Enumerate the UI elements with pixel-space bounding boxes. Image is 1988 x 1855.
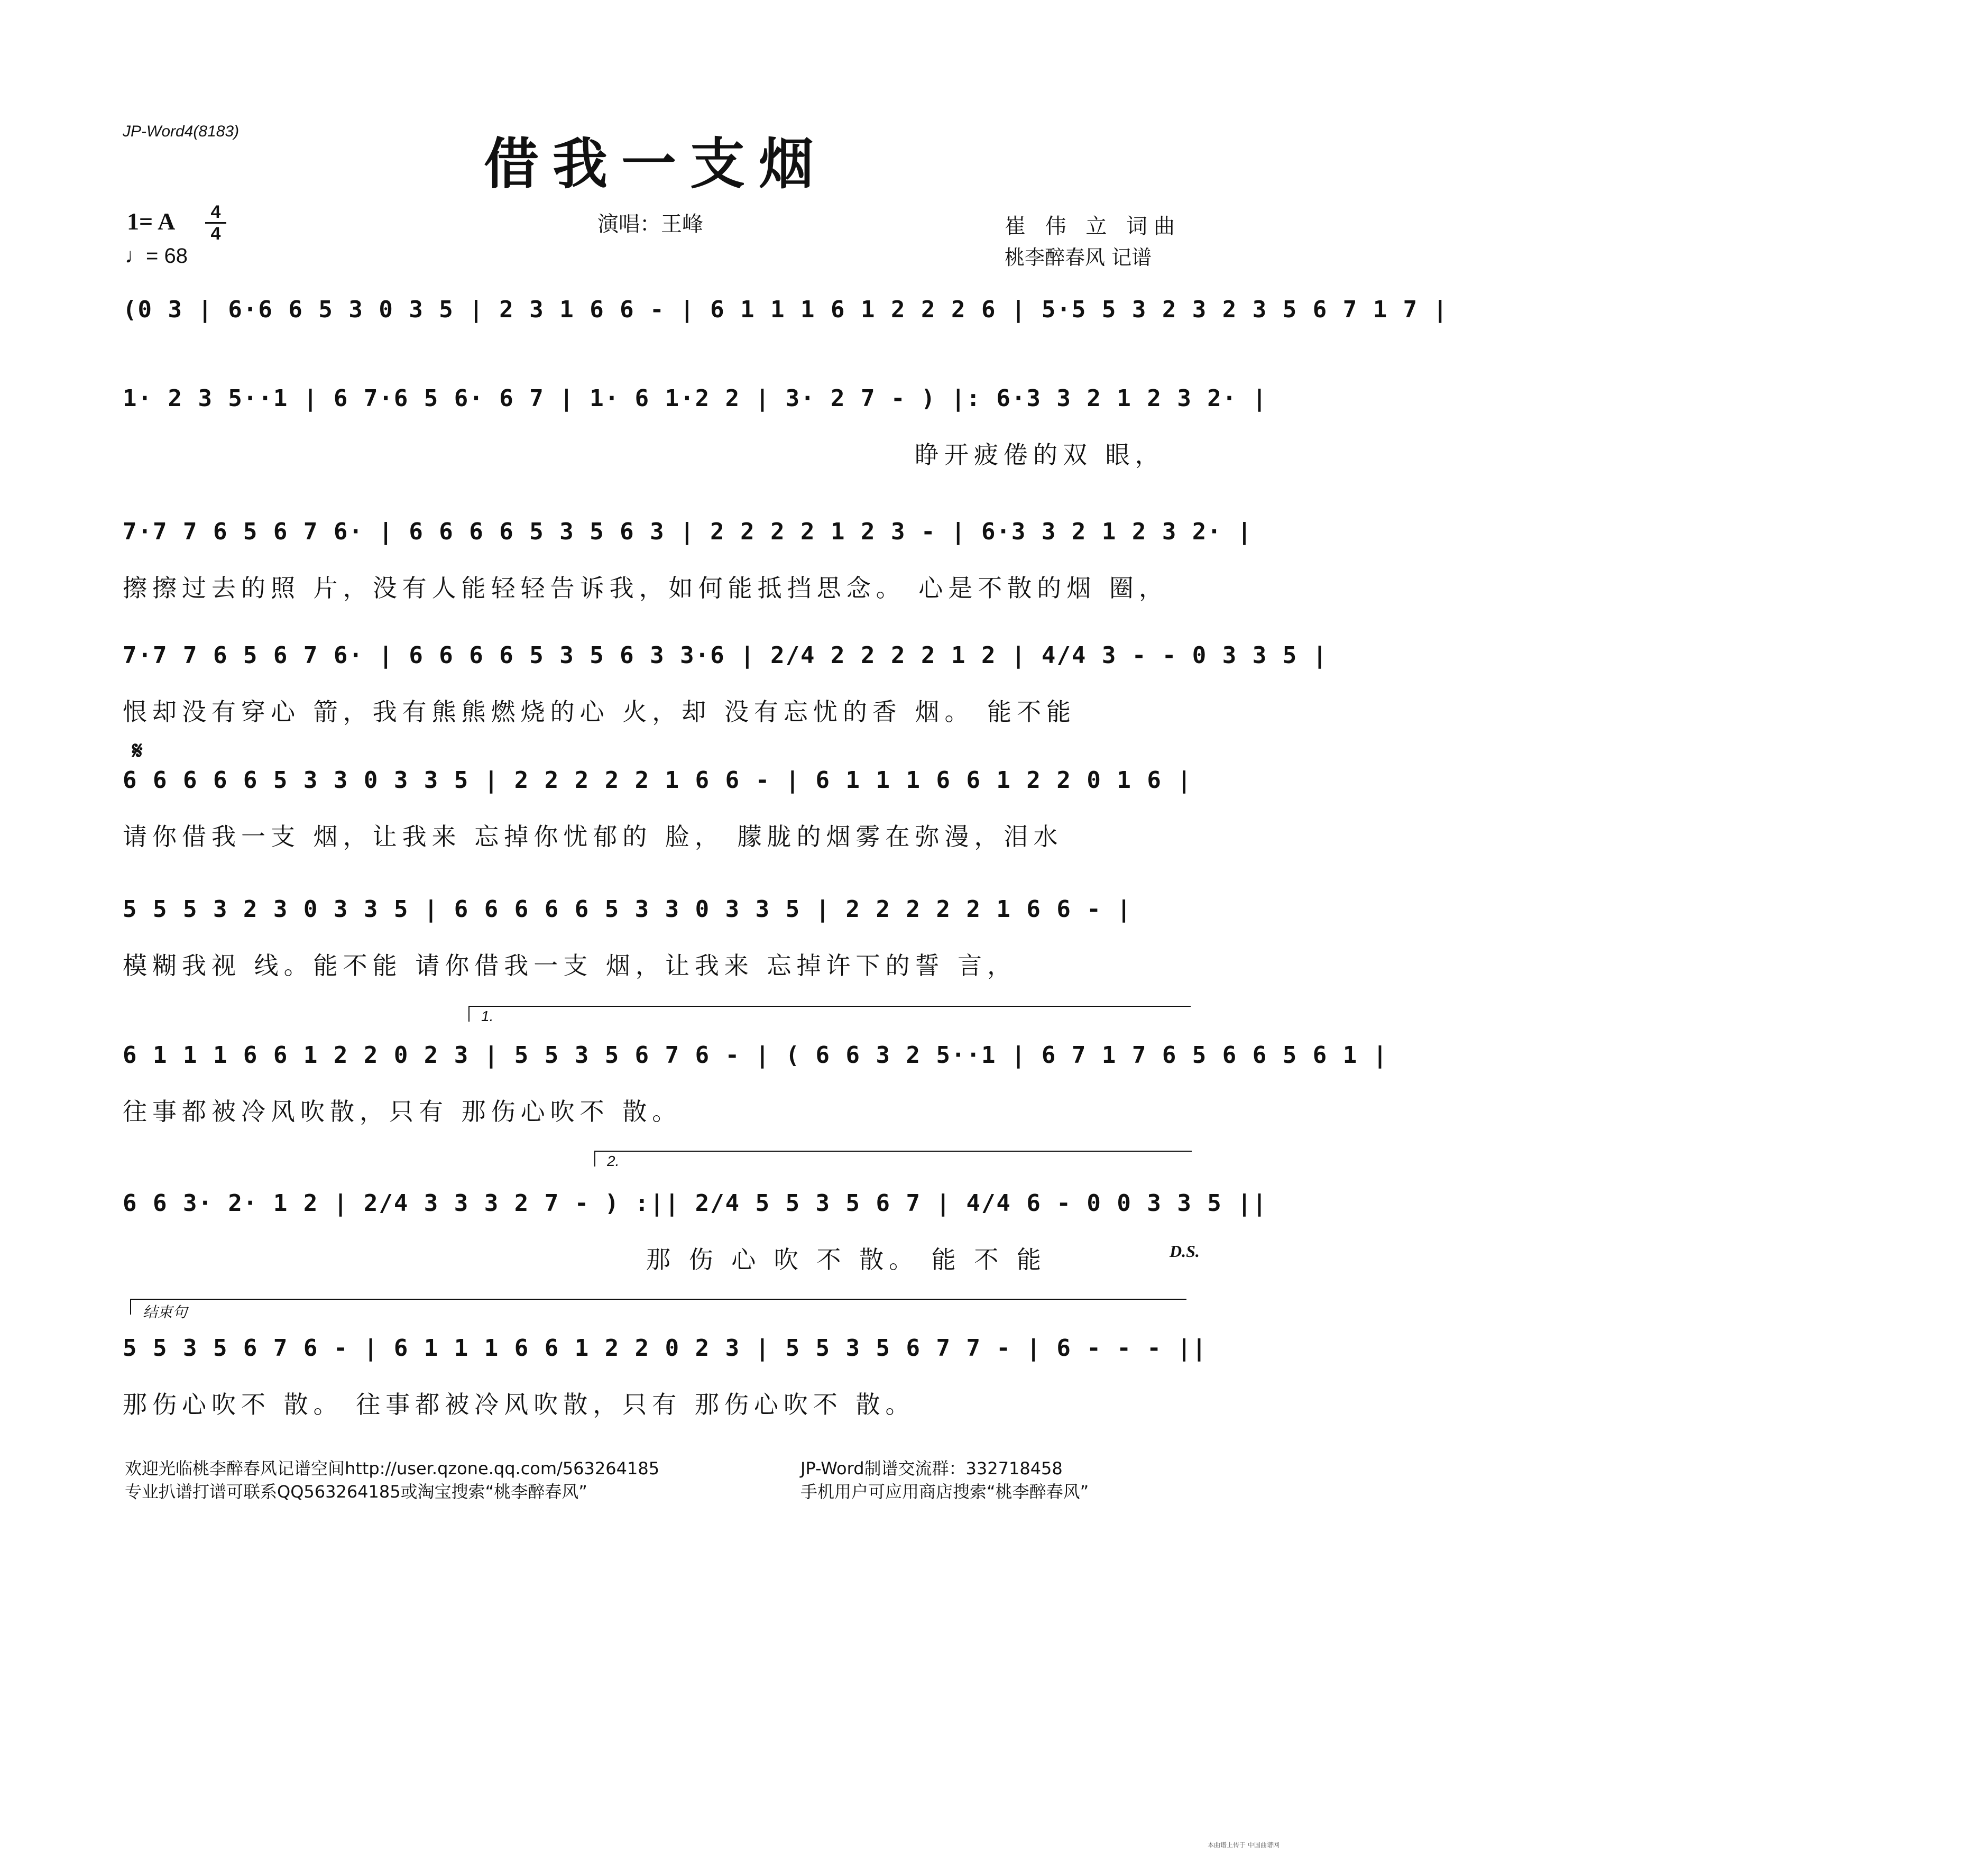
notes-row: 6 1 1 1 6 6 1 2 2 0 2 3 | 5 5 3 5 6 7 6 - | ( 6 6 3 2 5··1 | 6 7 1 7 6 5 6 6 5 6 1 |	[123, 1042, 1388, 1069]
segno-sign: 𝄋	[132, 736, 143, 765]
lyrics-row: 那 伤 心 吹 不 散。 能 不 能	[646, 1245, 1046, 1274]
coda-label: 结束句	[143, 1304, 188, 1320]
transcriber-credit: 桃李醉春风 记谱	[1005, 246, 1152, 269]
notes-row: 6 6 6 6 6 5 3 3 0 3 3 5 | 2 2 2 2 2 1 6 6 - | 6 1 1 1 6 6 1 2 2 0 1 6 |	[123, 767, 1192, 794]
volta-1-bracket	[468, 1006, 1191, 1022]
lyrics-row: 擦擦过去的照 片，没有人能轻轻告诉我，如何能抵挡思念。 心是不散的烟 圈，	[123, 574, 1168, 602]
software-label: JP-Word4(8183)	[123, 123, 240, 140]
footer-contact: 专业扒谱打谱可联系QQ563264185或淘宝搜索“桃李醉春风”	[125, 1482, 587, 1502]
notes-row: 7·7 7 6 5 6 7 6· | 6 6 6 6 5 3 5 6 3 3·6 | 2/4 2 2 2 2 1 2 | 4/4 3 - - 0 3 3 5 |	[123, 642, 1328, 669]
notes-row: 6 6 3· 2· 1 2 | 2/4 3 3 3 2 7 - ) :|| 2/4 5 5 3 5 6 7 | 4/4 6 - 0 0 3 3 5 ||	[123, 1190, 1268, 1217]
footer-website: 欢迎光临桃李醉春风记谱空间http://user.qzone.qq.com/563264185	[125, 1458, 660, 1479]
notes-row: (0 3 | 6·6 6 5 3 0 3 5 | 2 3 1 6 6 - | 6 1 1 1 6 1 2 2 2 6 | 5·5 5 3 2 3 2 3 5 6 7 1 7 |	[123, 296, 1449, 323]
composer-credit: 崔 伟 立 词曲	[1005, 214, 1182, 238]
lyrics-row: 请你借我一支 烟，让我来 忘掉你忧郁的 脸， 朦胧的烟雾在弥漫，泪水	[123, 822, 1063, 851]
notes-row: 1· 2 3 5··1 | 6 7·6 5 6· 6 7 | 1· 6 1·2 2 | 3· 2 7 - ) |: 6·3 3 2 1 2 3 2· |	[123, 385, 1268, 412]
lyrics-row: 睁开疲倦的双 眼，	[915, 440, 1165, 469]
lyrics-row: 模糊我视 线。能不能 请你借我一支 烟，让我来 忘掉许下的誓 言，	[123, 951, 1017, 980]
time-sig-bottom: 4	[210, 224, 221, 244]
volta-1-label: 1.	[481, 1008, 494, 1024]
time-sig-top: 4	[210, 202, 221, 222]
ds-marking: D.S.	[1170, 1242, 1200, 1261]
song-title: 借我一支烟	[483, 131, 827, 196]
upload-stamp: 本曲谱上传于 中国曲谱网	[1208, 1841, 1280, 1849]
key-signature	[127, 207, 175, 235]
singer-credit: 演唱：王峰	[597, 212, 703, 236]
volta-2-bracket	[594, 1151, 1192, 1167]
notes-row: 7·7 7 6 5 6 7 6· | 6 6 6 6 5 3 5 6 3 | 2 2 2 2 1 2 3 - | 6·3 3 2 1 2 3 2· |	[123, 518, 1253, 545]
lyrics-row: 往事都被冷风吹散，只有 那伤心吹不 散。	[123, 1097, 682, 1126]
tempo-marking: ♩= 68	[125, 244, 188, 268]
lyrics-row: 那伤心吹不 散。 往事都被冷风吹散，只有 那伤心吹不 散。	[123, 1390, 915, 1419]
time-signature	[205, 203, 226, 243]
notes-row: 5 5 5 3 2 3 0 3 3 5 | 6 6 6 6 6 5 3 3 0 3 3 5 | 2 2 2 2 2 1 6 6 - |	[123, 896, 1132, 923]
key-text: 1= A	[127, 208, 176, 235]
lyrics-row: 恨却没有穿心 箭，我有熊熊燃烧的心 火，却 没有忘忧的香 烟。 能不能	[123, 697, 1076, 726]
volta-2-label: 2.	[607, 1153, 620, 1169]
coda-bracket	[130, 1299, 1186, 1320]
notes-row: 5 5 3 5 6 7 6 - | 6 1 1 1 6 6 1 2 2 0 2 3 | 5 5 3 5 6 7 7 - | 6 - - - ||	[123, 1335, 1208, 1362]
footer-group: JP-Word制谱交流群：332718458	[800, 1458, 1063, 1479]
footer-mobile: 手机用户可应用商店搜索“桃李醉春风”	[800, 1482, 1089, 1502]
